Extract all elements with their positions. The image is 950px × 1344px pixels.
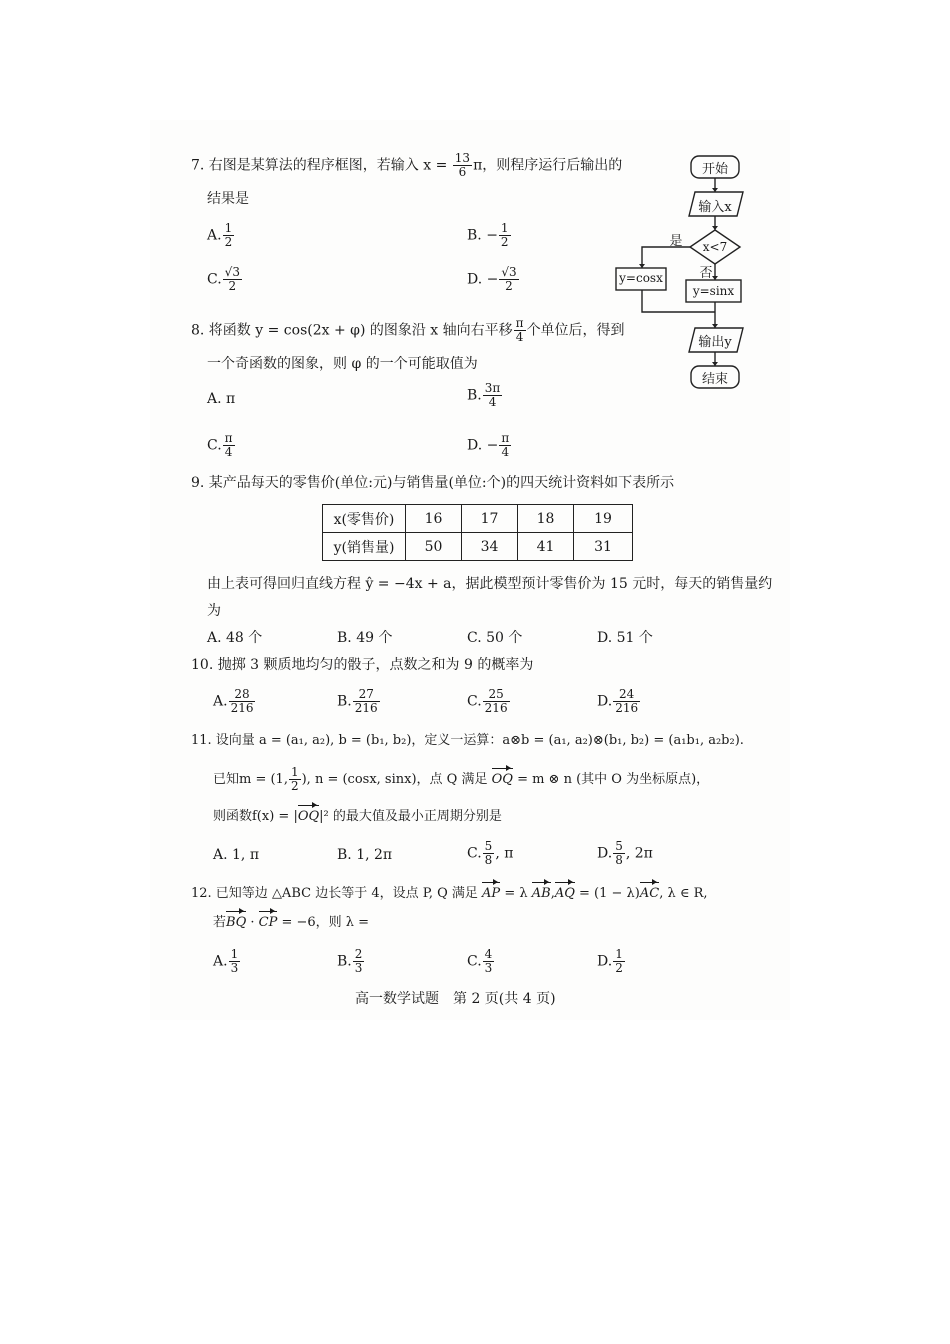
q7-stem: 7. 右图是某算法的程序框图，若输入 x = $\frac{13}{6}$ π，则程序运行后输出的 <box>191 151 623 179</box>
q12-option-a: A. $\frac{1}{3}$ <box>213 947 239 975</box>
table-cell: 41 <box>518 533 574 561</box>
q7-fraction: $\frac{13}{6}$ <box>454 151 471 179</box>
q8-stem: 8. 将函数 y = cos(2x + φ) 的图象沿 x 轴向右平移 $\frac{\pi}{4}$ 个单位后，得到 <box>191 316 625 344</box>
table-cell: 31 <box>574 533 633 561</box>
page-footer: 高一数学试题 第 2 页(共 4 页) <box>355 991 556 1007</box>
flow-input-label: 输入x <box>698 200 732 215</box>
q11-option-b: B. 1, 2π <box>337 847 393 863</box>
flow-start-label: 开始 <box>701 162 728 177</box>
q11-line2: 已知m = (1, $\frac{1}{2}$ ), n = (cosx, sinx)，点 Q 满足 OQ = m ⊗ n (其中 O 为坐标原点)， <box>213 765 710 793</box>
q9-option-a: A. 48 个 <box>207 630 263 646</box>
table-row-label: y(销售量) <box>323 533 406 561</box>
flow-output-label: 输出y <box>698 335 732 350</box>
q8-option-a: A. π <box>207 391 236 407</box>
table-row-label: x(零售价) <box>323 505 406 533</box>
flow-no-label: 否 <box>699 266 713 281</box>
q8-stem-cont: 一个奇函数的图象，则 φ 的一个可能取值为 <box>207 356 478 372</box>
q10-option-a: A. $\frac{28}{216}$ <box>213 687 254 715</box>
q10-stem: 10. 抛掷 3 颗质地均匀的骰子，点数之和为 9 的概率为 <box>191 657 534 673</box>
table-row <box>323 505 633 533</box>
q9-option-c: C. 50 个 <box>467 630 523 646</box>
table-cell: 34 <box>462 533 518 561</box>
flow-sin-label: y=sinx <box>692 284 735 298</box>
q9-text-cont: 为 <box>207 603 221 619</box>
q12-line2: 若BQ · CP = −6，则 λ = <box>213 915 370 930</box>
q9-data-table <box>322 504 633 561</box>
flow-end-label: 结束 <box>701 372 728 387</box>
q9-option-d: D. 51 个 <box>597 630 653 646</box>
q12-line1: 12. 已知等边 △ABC 边长等于 4，设点 P, Q 满足 AP = λ AB,AQ = (1 − λ)AC, λ ∈ R, <box>191 886 708 901</box>
table-row <box>323 533 633 561</box>
q11-option-d: D. $\frac{5}{8}$ , 2π <box>597 839 653 867</box>
q8-option-b: B. $\frac{3\pi}{4}$ <box>467 381 501 409</box>
table-cell: 17 <box>462 505 518 533</box>
q9-stem: 9. 某产品每天的零售价(单位:元)与销售量(单位:个)的四天统计资料如下表所示 <box>191 475 675 491</box>
q7-option-b: B. − $\frac{1}{2}$ <box>467 221 509 249</box>
table-cell: 16 <box>406 505 462 533</box>
flow-yes-label: 是 <box>669 234 683 249</box>
q11-line1: 11. 设向量 a = (a₁, a₂), b = (b₁, b₂)，定义一运算：a⊗b = (a₁, a₂)⊗(b₁, b₂) = (a₁b₁, a₂b₂). <box>191 733 744 748</box>
q10-option-d: D. $\frac{24}{216}$ <box>597 687 639 715</box>
q9-option-b: B. 49 个 <box>337 630 393 646</box>
q12-option-b: B. $\frac{2}{3}$ <box>337 947 363 975</box>
table-cell: 19 <box>574 505 633 533</box>
q10-option-c: C. $\frac{25}{216}$ <box>467 687 508 715</box>
table-cell: 50 <box>406 533 462 561</box>
q12-option-d: D. $\frac{1}{2}$ <box>597 947 623 975</box>
q12-option-c: C. $\frac{4}{3}$ <box>467 947 493 975</box>
q11-option-a: A. 1, π <box>213 847 260 863</box>
q8-option-d: D. − $\frac{\pi}{4}$ <box>467 431 510 459</box>
q8-option-c: C. $\frac{\pi}{4}$ <box>207 431 233 459</box>
q7-option-d: D. − $\frac{√3}{2}$ <box>467 265 517 293</box>
q7-option-c: C. $\frac{√3}{2}$ <box>207 265 240 293</box>
flow-cos-label: y=cosx <box>619 271 663 285</box>
q7-stem-cont: 结果是 <box>207 191 249 207</box>
flow-condition-label: x<7 <box>702 240 728 254</box>
q11-line3: 则函数f(x) = |OQ|² 的最大值及最小正周期分别是 <box>213 809 502 824</box>
q11-option-c: C. $\frac{5}{8}$ , π <box>467 839 514 867</box>
table-cell: 18 <box>518 505 574 533</box>
q9-text: 由上表可得回归直线方程 ŷ = −4x + a，据此模型预计零售价为 15 元时，每天的销售量约 <box>207 576 773 592</box>
q10-option-b: B. $\frac{27}{216}$ <box>337 687 378 715</box>
q7-option-a: A. $\frac{1}{2}$ <box>207 221 233 249</box>
